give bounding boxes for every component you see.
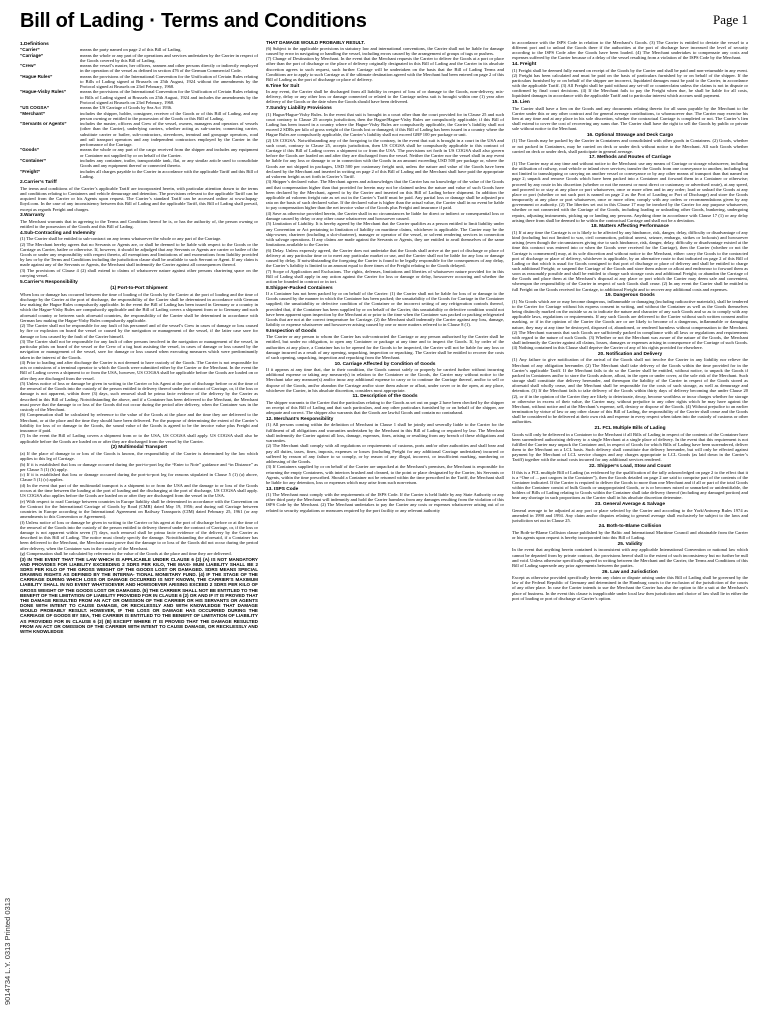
column-1 xyxy=(20,40,258,1018)
page-number: Page 1 xyxy=(712,12,748,27)
section-text-performance: (1) If at any time the Carriage is or is likely to be affected by any hindrance, risk, danger, delay, difficulty or disadvantage of any kind (including but not limited to war, civil commotion, political unrest, seizure, embargo, strikes or lockouts) and howsoever arising (even though the circumstances giving rise to such hindrance, risk, danger, delay, difficulty or disadvantage existed at the time this contract was entered into or when the Goods were received for the Carriage), then the Carrier (whether or not the Carriage is commenced) may, at its sole discretion and without notice to the Merchant, either: carry the Goods to the contracted port of discharge or place of delivery, whichever is applicable, by an alternative route to that indicated on page 2 of this Bill of Lading or that which is usual for Goods consigned to that port of discharge or place of delivery and shall be entitled to charge such additional Freight; or suspend the Carriage of the Goods and store them ashore or afloat and endeavour to forward them as soon as reasonably possible and shall be entitled to charge such storage costs and additional Freight; or abandon the Carriage of the Goods and place them at the Merchant’s disposal at any place or port which the Carrier may deem safe and convenient, whereupon the responsibility of the Carrier in respect of such Goods shall cease. (2) In any event the Carrier shall be entitled to full Freight on the Goods received for Carriage, to additional Freight and to recover any additional costs and expenses. xyxy=(512,229,748,292)
section-heading-isps: 13. ISPS Code xyxy=(266,486,299,492)
paragraph: (d) In the event that part of the multimodal transport is a shipment to or from the USA and the damage to or loss of the Goods occurs at the time between the loading at the port of loading and the discharging at the port of discharge, US COGSA shall apply. US COGSA also applies before the Goods are loaded on or after they are discharged from the vessel in the USA. xyxy=(20,482,258,499)
definition-text: means the provisions of the International Convention for the Unification of Certain Rules relating to Bills of Lading signed at Brussels on 25th August, 1924 and includes the amendments by the Protocol signed at Brussels on 23rd February, 1968. xyxy=(80,89,258,105)
section-text-validity: In the event that anything herein contained is inconsistent with any applicable International Convention or national law which cannot be departed from by private contract, the provisions hereof shall to the extent of such inconsistency but no further be null and void. Unless otherwise specifically agreed in writing between the Merchant and the Carrier, the Terms and Conditions of this Bill of Lading supersede any prior agreements between the parties. xyxy=(512,547,748,568)
section-text-description: The shipper warrants to the Carrier that the particulars relating to the Goods as set out on page 2 have been checked by the shipper on receipt of this Bill of Lading and that such particulars, and any other particulars furnished by or on behalf of the shipper, are adequate and correct. The shipper also warrants that the Goods are lawful Goods and contain no contraband. xyxy=(266,399,504,416)
paragraph: (4) Prior to loading and after discharge the Carrier is not deemed to have custody of the Goods. The Carrier is not responsible for acts or omissions of a terminal operator to which the Goods were submitted either by the Carrier or the Merchant. In the event the Bill of Lading covers a shipment to or from the USA, however, US COGSA shall be applicable before the Goods are loaded on or after they are discharged from the vessel. xyxy=(20,360,258,381)
definition-text: means the whole or any part of the operations and services undertaken by the Carrier in respect of the Goods covered by this Bill of Lading. xyxy=(80,52,258,63)
paragraph: (2) US COGSA. Notwithstanding any of the foregoing to the contrary, in the event that suit is brought in a court in the USA and such court, contrary to Clause 25, accepts jurisdiction, then US COGSA shall be compulsorily applicable to this contract of Carriage if this Bill of Lading covers a shipment to or from the USA. The provisions set forth in US COGSA shall also govern before the Goods are loaded on and after they are discharged from the vessel. Neither the Carrier nor the vessel shall in any event be liable for any loss or damage to or in connection with the Goods in an amount exceeding USD 500 per package or, where the Goods are not shipped in packages, USD 500 per customary freight unit, unless the nature and value of the Goods have been declared by the Merchant and inserted in writing on page 2 of this Bill of Lading and the Merchant shall have paid the appropriate ad valorem freight as set forth in Carrier’s Tariff. xyxy=(266,137,504,179)
paragraph: (1) The Carrier shall be entitled to sub-contract on any terms whatsoever the whole or any part of the Carriage. xyxy=(20,236,222,242)
paragraph: (3) The provisions of Clause 4 (2) shall extend to claims of whatsoever nature against other persons chartering space on the carrying vessel. xyxy=(20,267,258,279)
paragraph: (3) Shipper’s declared value. The Merchant agrees and acknowledges that the Carrier has no knowledge of the value of the Goods and that compensation higher than that provided for herein may not be claimed unless the nature and value of such Goods have been declared by the Merchant, agreed to by the Carrier and inserted on this Bill of Lading before shipment. In addition the applicable ad valorem freight rate as set out in the Carrier’s Tariff must be paid. Any partial loss or damage shall be adjusted pro rata on the basis of such declared value. If the declared value is higher than the actual value, the Carrier shall in no event be liable to pay compensation higher than the net invoice value of the Goods plus Freight and insurance if paid. xyxy=(266,179,504,211)
subheading-multimodal: (2) Multimodal Transport xyxy=(111,445,167,451)
section-text-shippers-load: If this is a FCL multiple Bill of Lading (as evidenced by the qualification of the tally acknowledged on page 2 to the effect that it is a “One of ... part cargoes in the Container”), then the Goods detailed on page 2 are said to comprise part of the contents of the Container indicated. If the Carrier is required to deliver the Goods to more than one Merchant and if all or part of the total Goods within the Container consist of bulk Goods or unappropriated Goods, or is or becomes mixed or unmarked or unidentifiable, the holders of Bills of Lading relating to Goods within the Container shall take delivery thereof (including any damaged portion) and bear any shortage in such proportions as the Carrier shall in his absolute discretion determine. xyxy=(512,469,748,501)
definition-row xyxy=(20,169,258,179)
paragraph: (5) Unless notice of loss or damage be given in writing to the Carrier or his Agent at the port of discharge before or at the time of the removal of the Goods into the custody of the person entitled to delivery thereof under the contract of Carriage, or, if the loss or damage is not apparent, within three (3) days, such removal shall be prima facie evidence of the delivery by the Carrier as described in this Bill of Lading. Notwithstanding the above, and if a Container has been delivered to the Merchant, the Merchant must prove that the damage to or loss of the Goods did not occur during the period after delivery, when the Container was in the custody of the Merchant. xyxy=(20,381,258,412)
section-heading-validity: 25. Validity xyxy=(617,541,643,547)
paragraph: (6) Delay. Unless expressly agreed, the Carrier does not undertake that the Goods shall arrive at the port of discharge or place of delivery at any particular time or to meet any particular market or use, and the Carrier shall not be liable for any loss or damage caused by delay. If notwithstanding the foregoing the Carrier is found to be legally responsible for the consequences of any delay, the Carrier’s liability is limited to an amount equal to three times of the Freight relating to the Goods delayed. xyxy=(266,247,504,269)
paragraph: (b) If it is established that loss or damage occurred during the port-to-port leg the “Enter to Note” guidance and “in Distance” as per Clause 5 (1) (b) apply. xyxy=(20,461,258,472)
paragraph: (1) All persons coming within the definition of Merchant in Clause 1 shall be jointly and severally liable to the Carrier for the fulfilment of all obligations and warranties undertaken by the Merchant in this Bill of Lading or required by law. The Merchant shall indemnify the Carrier against all loss, damage, expenses, fines, arising or resulting from any breach of these obligations and warranties. xyxy=(266,422,504,443)
subheading-port-to-port: (1) Port-to-Port Shipment xyxy=(110,286,168,292)
paragraph: (a) If the place of damage to or loss of the Goods is known, the responsibility of the Carrier is determined by the law which applies to this leg of Carriage. xyxy=(20,450,258,461)
paragraph: (g) Compensation shall be calculated by reference to the value of the Goods at the place and time they are delivered. xyxy=(20,551,232,557)
definition-term: “Carrier” xyxy=(20,47,40,53)
definition-term: “Hague Rules” xyxy=(20,73,53,79)
section-text-notification: (1) Any failure to give notification of the arrival of the Goods shall not involve the Carrier in any liability nor relieve the Merchant of any obligation hereunder. (2) The Merchant shall take delivery of the Goods within the time provided for in the Carrier’s applicable Tariff. If the Merchant fails to do so the Carrier shall be entitled, without notice, to unpack the Goods if packed in Containers and/or to store the Goods ashore, afloat, in the open or under cover, at the sole risk of the Merchant. Such storage shall constitute due delivery hereunder, and thereupon the liability of the Carrier in respect of the Goods stored as aforesaid shall wholly cease, and the Merchant shall be responsible for the costs of such storage, as well as demurrage and detention. (3) If the Merchant fails to take delivery of the Goods within thirty days of delivery becoming due under Clause 20 (2), or if in the opinion of the Carrier they are likely to deteriorate, decay, become worthless or incur charges whether for storage or otherwise in excess of their value, the Carrier may, without prejudice to any other rights which he may have against the Merchant, without notice and at the Merchant’s expense, sell, destroy or dispose of the Goods. (4) Without prejudice to an earlier termination by virtue of law or any other clause of this Bill of Lading, the responsibility of the Carrier shall cease and the Goods shall be considered to be delivered at their own risk and expense in every respect when taken into the custody of customs or other authorities. xyxy=(512,357,748,425)
definition-row xyxy=(20,105,258,110)
definition-text: includes all charges payable to the Carrier in accordance with the applicable Tariff and this Bill of Lading. xyxy=(80,168,258,179)
definition-row xyxy=(20,47,258,52)
section-text-lien: The Carrier shall have a lien on the Goods and any documents relating thereto for all sums payable by the Merchant to the Carrier under this or any other contract and for general average contributions, to whomsoever due. The Carrier may exercise his lien at any time and at any place in his sole discretion, whether the contractual Carriage is completed or not. The Carrier’s lien shall extend to cover the cost of recovering any sums due. The Carrier shall have the right to sell the Goods by public or private sale without notice to the Merchant. xyxy=(512,105,748,132)
paragraph: (2) The Carrier shall not be responsible for any fault of his personnel and of the vessel’s Crew in cases of damage or loss caused by fire or explosion on board the vessel or caused by the navigation or management of the vessel, if the latter case save for damage or loss caused by the fault of the Carrier himself. xyxy=(20,323,258,339)
section-heading-warranty: 3.Warranty xyxy=(20,213,45,219)
liability-caps-continued: THAT DAMAGE WOULD PROBABLY RESULT. xyxy=(266,40,365,45)
paragraph: (7) Scope of Application and Exclusions. The rights, defenses, limitations and liberties of whatsoever nature provided for in this Bill of Lading shall apply in any action against the Carrier for loss or damage or delay, howsoever occurring and whether the action be founded in contract or in tort. xyxy=(266,268,504,284)
section-heading-inspection: 9.Inspection of Goods xyxy=(266,328,317,334)
section-heading-sundry-liability: 7.Sundry Liability Provisions xyxy=(266,106,332,112)
section-text-shipper-packed: If a Container has not been packed by or on behalf of the Carrier: (1) the Carrier shall not be liable for loss of or damage to the Goods caused by the manner in which the Container has been packed; the unsuitability of the Goods for Carriage in the Container supplied; the unsuitability or defective condition of the Container or the incorrect setting of any refrigeration controls thereof, provided that, if the Container has been supplied by or on behalf of the Carrier, this unsuitability or defective condition would not have been apparent upon inspection by the Merchant at or prior to the time when the Container was packed or packing refrigerated Goods that are not at the correct temperature for Carriage. (2) the Merchant shall indemnify the Carrier against any loss, damage, liability or expense whatsoever and howsoever arising caused by one or more matters referred to in Clause 8 (1). xyxy=(266,291,504,328)
section-text-both-to-blame: The Both-to-Blame Collision clause published by the Baltic and International Maritime Council and obtainable from the Carrier or his agents upon request is hereby incorporated into this Bill of Lading. xyxy=(512,530,748,541)
paragraph: (f) Unless notice of loss or damage be given in writing to the Carrier or his agent at the port of discharge before or at the time of the removal of the Goods into the custody of the person entitled to delivery thereof under the contract of Carriage, or, if the loss or damage is not apparent within seven (7) days, such removal shall be prima facie evidence of the delivery by the Carrier as described in this Bill of Lading. The notice must clearly specify the damage. Notwithstanding the aforesaid, if a Container has been delivered to the Merchant, the Merchant must prove that the damage to or loss of the Goods did not occur during the period after delivery, when the Container was in the custody of the Merchant. xyxy=(20,519,258,551)
section-heading-stowage: 16. Optional Stowage and Deck Cargo xyxy=(586,132,674,138)
definition-row xyxy=(20,147,258,157)
section-heading-fcl-multiple: 21. FCL Multiple Bills of Lading xyxy=(594,425,666,431)
definition-term: “Hague-Visby Rules” xyxy=(20,89,67,95)
column-3 xyxy=(512,40,748,1018)
section-text-fcl-multiple: Goods will only be delivered in a Container to the Merchant if all Bills of Lading in respect of the contents of the Container have been surrendered authorising delivery to a single Merchant at a single place of delivery. In the event that this requirement is not fulfilled the Carrier may unpack the Container and, in respect of Goods for which Bills of Lading have been surrendered, deliver them to the Merchant on a LCL basis. Such delivery shall constitute due delivery hereunder, but will only be effected against payment by the Merchant of LCL service charges and any charges appropriate to LCL Goods (as laid down in the Carrier’s Tariff) together with the actual costs incurred for any additional services rendered. xyxy=(512,431,748,463)
section-text-methods-routes: (1) The Carrier may at any time and without notice to the Merchant: use any means of Carriage or storage whatsoever, including the utilisation of railway, road vehicle or inland river services; transfer the Goods from one conveyance to another, including but not limited to transshipping or carrying on another vessel or conveyance or by any other means of transport than that named on page 2; unpack and remove Goods which have been packed into a Container and forward them in a Container or otherwise; proceed by any route in his discretion (whether or not the nearest or most direct or customary or advertised route), at any speed, and proceed to or stay at any place or port whatsoever, once or more often and in any order; load or unload the Goods at any place or port (whether or not such port is named on page 2 as the Port of Loading or Port of Discharge) and store the Goods temporarily at any place or port whatsoever, once or more often; comply with any orders or recommendations given by any government or authority. (2) The liberties set out in this Clause 17 may be invoked by the Carrier for any purpose whatsoever, whether or not connected with the Carriage of the Goods, including loading or unloading other Goods, bunkering, undergoing repairs, adjusting instruments, picking up or landing any persons. Anything done in accordance with Clause 17 (1) or any delay arising there from shall be deemed to be within the contractual Carriage and shall not be a deviation. xyxy=(512,161,748,223)
paragraph: (6) Compensation shall be calculated by reference to the value of the Goods at the place and the time they are delivered to the Merchant, or at the place and the time they should have been delivered. For the purpose of determining the extent of the Carrier’s liability for loss of or damage to the Goods, the sound value of the Goods is agreed to be the invoice value plus Freight and insurance if paid. xyxy=(20,412,258,433)
section-heading-lien: 15. Lien xyxy=(512,100,530,106)
isps-continued-text: in accordance with the ISPS Code in relation to the Merchant’s Goods. (3) The Carrier is entitled to deviate the vessel to a different port and to unload the Goods there if the authorities at the port of discharge have increased the level of security according to the ISPS Code after the Goods have been loaded. (4) The Merchant undertakes to compensate any costs and expenses suffered by the Carrier because of a delay of the vessel resulting from a violation of the ISPS Code by the Merchant. xyxy=(512,40,748,61)
definition-text: includes the shipper, holder, consignee, receiver of the Goods or of this Bill of Lading, and any person owning or entitled to the possession of the Goods or this Bill of Lading. xyxy=(80,110,258,121)
section-text-law-jurisdiction: Except as otherwise provided specifically herein any claim or dispute arising under this Bill of Lading shall be governed by the law of the Federal Republic of Germany and determined in the Hamburg courts to the exclusion of the jurisdiction of the courts of any other place. In case the Carrier intends to sue the Merchant the Carrier has also the option to file a suit at the Merchant’s place of business. In the event this clause is inapplicable under local law then jurisdiction and choice of law shall lie in either the port of loading or port of discharge at Carrier’s option. xyxy=(512,575,748,601)
paragraph: (e) With respect to road Carriage between countries in Europe liability shall be determined in accordance with the Convention on the Contract for the International Carriage of Goods by Road (CMR) dated May 19, 1956; and during rail Carriage between countries in Europe according to the International Agreement on Railway Transports (CIM) dated February 25, 1961 (or any amendments to this Convention or Agreement). xyxy=(20,498,258,520)
page-header xyxy=(20,10,748,36)
section-heading-definitions: 1.Definitions xyxy=(20,41,49,47)
definition-term: “Carriage” xyxy=(20,52,44,58)
paragraph: (2) The Merchant shall comply with all regulations or requirements of customs, ports and/or other authorities and shall bear and pay all duties, taxes, fines, imposts, expenses or losses (including Freight for any additional Carriage undertaken) incurred or suffered by reason of any failure to so comply, or by reason of any illegal, incorrect, or insufficient marking, numbering or addressing of the Goods. xyxy=(266,443,504,464)
definition-row xyxy=(20,111,258,121)
section-heading-shippers-load: 22. Shipper’s Load, Stow and Count xyxy=(589,463,671,469)
definition-text: means the US Carriage of Goods by Sea Act 1936. xyxy=(80,105,173,111)
definition-text: includes the master, officers and Crew of the vessel, owners, managers and operators of vessels (other than the Carrier), underlying carriers, whether acting as sub-carrier, connecting carrier, substitute carrier or bailee, sub-contractors, stevedores, terminal and groupage operators, road and rail transport operators and any independent contractors employed by the Carrier in the performance of the Carriage. xyxy=(80,121,258,147)
section-heading-notification: 20. Notification and Delivery xyxy=(597,351,663,357)
definition-term: “Goods” xyxy=(20,147,40,153)
section-text-stowage: (1) The Goods may be packed by the Carrier in Containers and consolidated with other goods in Containers. (2) Goods, whether or not packed in Containers, may be carried on deck or under deck without notice to the Merchant. All such Goods whether carried on deck or under deck, shall participate in general average. xyxy=(512,138,748,154)
column-2 xyxy=(266,40,504,1018)
section-heading-time-for-suit: 6.Time for Suit xyxy=(266,83,300,89)
paragraph: When loss or damage has occurred between the time of loading of the Goods by the Carrier at the port of loading and the time of discharge by the Carrier at the port of discharge, the responsibility of the Carrier shall be determined in accordance with German law making the Hague Rules compulsorily applicable. In the event the Bill of Lading has been issued in Germany or a country in which the Hague-Visby Rules are compulsorily applicable and the Bill of Lading covers a shipment from or to Germany and such aforesaid country or between such aforesaid countries, the responsibility of the Carrier shall be determined in accordance with German law making the Hague-Visby Rules compulsorily applicable. xyxy=(20,291,258,323)
definition-term: “Crew” xyxy=(20,63,36,69)
definition-row xyxy=(20,74,258,89)
section-heading-carrier-responsibility: 5.Carrier’s Responsibility xyxy=(20,279,78,285)
section-text-inspection: The Carrier or any person to whom the Carrier has sub-contracted the Carriage or any person authorised by the Carrier shall be entitled, but under no obligation, to open any Container or package at any time and to inspect the Goods. If, by order of the authorities at any place, a Container has to be opened for the Goods to be inspected, the Carrier will not be liable for any loss or damage incurred as a result of any opening, unpacking, inspection or repacking. The Carrier shall be entitled to recover the costs of such opening, unpacking, inspection and repacking from the Merchant. xyxy=(266,334,504,360)
section-heading-tariff: 2.Carrier’s Tariff xyxy=(20,180,57,186)
paragraph: (7) Change of Destination by Merchant. In the event that the Merchant requests the Carrier to deliver the Goods at a port or place other than the port of discharge or the place of delivery originally designated in this Bill of Lading and the Carrier in its absolute discretion agrees to such request, such further Carriage will be undertaken on the basis that the Bill of Lading Terms and Conditions are to apply to such Carriage as if the ultimate destination agreed with the Merchant had been entered on page 2 of this Bill of Lading as the port of discharge or place of delivery. xyxy=(266,56,504,82)
paragraph: (4) Save as otherwise provided herein, the Carrier shall in no circumstances be liable for direct or indirect or consequential loss or damage caused by delay or any other cause whatsoever and howsoever caused. xyxy=(266,210,504,221)
paragraph: (1) Hague/Hague-Visby Rules. In the event that suit is brought in a court other than the court provided for in Clause 25 and such court contrary to Clause 25 accepts jurisdiction, then the Hague/Hague-Visby Rules are compulsorily applicable; if this Bill of Lading has been issued in a country where the Hague-Visby Rules are compulsorily applicable, the Carrier’s liability shall not exceed 2 SDRs per kilo of gross weight of the Goods lost or damaged; if this Bill of Lading has been issued in a country where the Hague Rules are compulsorily applicable, the Carrier’s liability shall not exceed GBP 100 per package or unit. xyxy=(266,111,504,138)
definitions-list xyxy=(20,47,258,179)
section-text-warranty: The Merchant warrants that in agreeing to the Terms and Conditions hereof he is, or has the authority of, the person owning or entitled to the possession of the Goods and this Bill of Lading. xyxy=(20,218,258,229)
paragraph: (c) If it is established that loss or damage occurred during the port-to-port leg for reasons stipulated in Clause 5 (1) (a) above, Clause 5 (1) (c) applies. xyxy=(20,472,258,483)
section-heading-methods-routes: 17. Methods and Routes of Carriage xyxy=(589,155,671,161)
section-heading-carriage-affected: 10. Carriage Affected by Condition of Goods xyxy=(334,361,436,367)
paragraph: (3) The Carrier shall not be responsible for any fault of other persons involved in the navigation or management of the vessel, in particular pilots on board of the vessel or the Crew of a tug boat assisting the vessel, in cases of damage or loss caused by the navigation or management of the vessel, save for damage or loss caused when executing measures which were predominantly taken in the interest of the Goods. xyxy=(20,339,258,360)
section-text-isps: (1) The Merchant must comply with the requirements of the ISPS Code. If the Carrier is held liable by any State Authority or any other third party the Merchant will indemnify and hold the Carrier harmless from any damages resulting from the violation of this ISPS Code by the Merchant. (2) The Merchant undertakes to pay the Carrier any costs or expenses whatsoever arising out of or related to security regulations or measures required by the port facility or any relevant authority xyxy=(266,492,504,513)
definition-term: “US COGSA” xyxy=(20,105,50,111)
definition-text: means the provisions of the International Convention for the Unification of Certain Rules relating to Bills of Lading signed at Brussels on 25th August, 1924 without the amendments by the Protocol signed at Brussels on 23rd February, 1968. xyxy=(80,73,258,90)
definition-text: means the whole or any part of the cargo received from the shipper and includes any equipment or Container not supplied by or on behalf of the Carrier. xyxy=(80,147,258,158)
definition-text: means the party named on page 2 of this Bill of Lading. xyxy=(80,47,182,53)
definition-term: “Container” xyxy=(20,158,47,163)
section-heading-shipper-packed: 8.Shipper-Packed Containers xyxy=(266,285,333,291)
paragraph: (5) Limitation of Liability. It is hereby agreed by the Merchant that the Carrier qualifies as a person entitled to limit liability under any Convention or Act pertaining to limitation of liability on maritime claims, whichever is applicable. The Carrier may be the ship-owner, charterer (including a slot-charterer), manager or operator of the vessel, or solvent rendering services in connection with salvage operations. If any claims are made against the Servants or Agents, they are entitled to avail themselves of the same limitations available to the Carrier. xyxy=(266,221,504,248)
section-heading-both-to-blame: 24. Both-to-Blame Collision xyxy=(598,524,662,530)
section-text-freight: (1) Freight shall be deemed fully earned on receipt of the Goods by the Carrier and shall be paid and non-returnable in any event. (2) Freight has been calculated and must be paid on the basis of particulars furnished by or on behalf of the shipper. If the particulars furnished by or on behalf of the shipper are incorrect, liquidated damages must be paid to the Carrier, in accordance with the applicable Tariff. (3) All Freight shall be paid without any set-off or counterclaim unless the claims is not in dispute or confirmed by final court decisions. (4) If the Merchant fails to pay the Freight when due, he shall be liable for all costs, liquidated damages in accordance with the applicable Tariff and to particular interest which accrues until payment. xyxy=(512,67,748,99)
section-heading-subcontracting: 4.Sub-Contracting and Indemnity xyxy=(20,230,96,236)
document-title: Bill of Lading · Terms and Conditions xyxy=(20,10,367,32)
section-heading-dangerous-goods: 19. Dangerous Goods xyxy=(605,293,655,299)
definition-row xyxy=(20,158,258,168)
section-heading-general-average: 23. General Average & Salvage xyxy=(594,501,666,507)
definition-row xyxy=(20,89,258,104)
terms-body xyxy=(20,40,748,1018)
section-text-dangerous-goods: (1) No Goods which are or may become dangerous, inflammable or damaging (including radioactive materials), shall be tendered to the Carrier for Carriage without his express consent in writing, and without the Container as well as the Goods themselves being distinctly marked on the outside so as to indicate the nature and character of any such Goods and so as to comply with any applicable laws, regulations or requirements. If any such Goods are delivered to the Carrier without such written consent and/or marking, or if in the opinion of the Carrier the Goods are or are likely to become of a dangerous, inflammable or damaging nature, they may at any time be destroyed, disposed of, abandoned, or rendered harmless without compensation to the Merchant. (2) The Merchant warrants that such Goods are sufficiently packed in compliance with all laws or regulations and requirements with regard to the nature of such Goods. (3) Whether or not the Merchant was aware of the nature of the Goods, the Merchant shall indemnify the Carrier against all claims, losses, damages or expenses arising in consequence of the Carriage of such Goods. (4) Nothing contained in this Clause shall deprive the Carrier of any of his rights provided for elsewhere. xyxy=(512,298,748,351)
definition-row xyxy=(20,63,258,73)
definition-term: “Merchant” xyxy=(20,110,46,116)
section-heading-merchant-responsibility: 12. Merchant’s Responsibility xyxy=(266,416,334,422)
section-heading-law-jurisdiction: 26. Law and Jurisdiction xyxy=(602,569,658,575)
paragraph: (6) Subject to the applicable provisions in statutory law and international conventions, the Carrier shall not be liable for damage caused by error in navigating or handling the vessel, including errors caused by the arrangement of groups of tugs or pushers. xyxy=(266,45,504,56)
side-print-code: 9014734 L.Y. 0313 Printed 0313 xyxy=(3,897,12,1005)
section-heading-performance: 18. Matters Affecting Performance xyxy=(591,224,669,230)
paragraph: (7) In the event the Bill of Lading covers a shipment from or to the USA, US COGSA shall apply. US COGSA shall also be applicable before the Goods are loaded on or after they are discharged from the vessel by the Carrier. xyxy=(20,433,258,444)
section-text-time-for-suit: In any event, the Carrier shall be discharged from all liability in respect of loss of or damage to the Goods, non-delivery, mis-delivery, delay or any other loss or damage connected or related to the Carriage unless suit is brought within one (1) year after delivery of the Goods or the date when the Goods should have been delivered. xyxy=(266,89,504,105)
definition-text: means the vessel’s master, her officers, seamen and other persons directly or indirectly employed in the operation of the vessel as defined in section 476 of the German Commercial Code. xyxy=(80,63,258,74)
paragraph: (2) The Merchant hereby agrees that no Servants or Agents are, or shall be deemed to be liable with respect to the Goods or the Carriage as Carrier, bailee or otherwise. If, however, it should be adjudged that any Servants or Agents are carrier or bailee of the Goods or under any responsibility with respect thereto, all exemptions and limitations of and exonerations from liability provided by law or by the Terms and Conditions including the jurisdiction clause shall be available to such Servant or Agent. If any claim is made against any of the Servants or Agents, the Merchant shall indemnify the Carrier against all consequences thereof. xyxy=(20,241,258,268)
section-heading-description: 11. Description of the Goods xyxy=(352,394,418,400)
definition-text: includes any container, trailer, transportable tank, flat, or any similar article used to consolidate Goods and any equipment thereof or connected thereto. xyxy=(80,158,258,169)
definition-row xyxy=(20,53,258,63)
section-text-carriage-affected: If it appears at any time that, due to their condition, the Goods cannot safely or properly be carried further without incurring additional expense or taking any measure(s) in relation to the Container or the Goods, the Carrier may without notice to the Merchant take any measure(s) and/or incur any additional expense to carry or to continue the Carriage thereof, and/or to sell or dispose of the Goods, and/or abandon the Carriage and/or store them ashore or afloat, under cover or in the open, at any place, whichever the Carrier, in his absolute discretion, considers most appropriate. xyxy=(266,367,504,393)
paragraph: (3) If Containers supplied by or on behalf of the Carrier are unpacked at the Merchant’s premises, the Merchant is responsible for returning the empty Containers, with interiors brushed and cleaned, to the point or place designated by the Carrier, his Servants or Agents, within the time prescribed. Should a Container not be returned within the time prescribed in the Tariff, the Merchant shall be liable for any detention, loss or expenses which may arise from such non-return. xyxy=(266,464,504,485)
definition-term: “Freight” xyxy=(20,168,41,174)
section-text-tariff: The terms and conditions of the Carrier’s applicable Tariff are incorporated herein, with particular attention drawn to the terms and conditions relating to Containers and vehicle demurrage and detention. The provisions relevant to the applicable Tariff can be acquired from the Carrier or his Agents upon request. The Carrier’s standard Tariff can be accessed online at www.hapag-lloyd.com. In the case of any inconsistency between this Bill of Lading and the applicable Tariff, this Bill of Lading shall prevail, except as regards Freight and charges. xyxy=(20,185,258,212)
liability-limitation-caps-text: (3) IN THE EVENT THAT THE LAW WHICH IS APPLICABLE UNDER CLAUSE 6 (2) (A) IS NOT MANDATORY AND PROVIDES FOR LIABILITY EXCEEDING 2 SDRS PER KILO, THE MAXI- MUM LIABILITY SHALL BE 2 SDRS PER KILO OF THE GROSS WEIGHT OF THE GOODS LOST OR DAMAGED. SDRS MEANS SPECIAL DRAWING RIGHTS AS DEFINED BY THE INTERNA- TIONAL MONETARY FUND. (4) IF THE STAGE OF THE CARRIAGE DURING WHICH LOSS OR DAMAGE OCCURRED IS NOT KNOWN, THE CARRIER’S MAXIMUM LIABILITY SHALL IN NO EVENT WHATSOEVER AND HOWSOEVER ARISING EXCEED 2 SDRS PER KILO OF GROSS WEIGHT OF THE GOODS LOST OR DAMAGED. (5) THE CARRIER SHALL NOT BE ENTITLED TO THE BENEFIT OF THE LIMITATION OF LIABILITY PROVIDED FOR IN CLAUSE 6 (2) OR AND IF IT IS PROVED THAT THE DAMAGE RESULTED FROM AN ACT OR OMISSION OF THE CARRIER OR HIS SERVANTS OR AGENTS DONE WITH INTENT TO CAUSE DAMAGE, OR RECKLESSLY AND WITH KNOWLEDGE THAT DAMAGE WOULD PROBABLY RESULT. HOWEVER, IF THE LOSS OR DAMAGE HAS OCCURRED DURING THE CARRIAGE OF GOODS BY SEA, THE CARRIER IS ENTITLED TO THE BENEFIT OF LIMITATION OF LIABILITY AS PROVIDED FOR IN CLAUSE 6 (2) (B) EXCEPT WHERE IT IS PROVED THAT THE DAMAGE RESULTED FROM AN ACT OR OMISSION OF THE CARRIER WITH INTENT TO CAUSE DAMAGE, OR RECKLESSLY AND WITH KNOWLEDGE xyxy=(20,556,258,634)
definition-term: “Servants or Agents” xyxy=(20,121,67,127)
definition-row xyxy=(20,121,258,147)
section-heading-freight: 14. Freight xyxy=(512,62,537,68)
section-text-general-average: General average to be adjusted at any port or place selected by the Carrier and according to the York/Antwerp Rules 1974 as amended in 1990 and 1994. Any claim and/or disputes relating to general average shall exclusively be subject to the laws and jurisdiction set out in Clause 25. xyxy=(512,507,748,523)
